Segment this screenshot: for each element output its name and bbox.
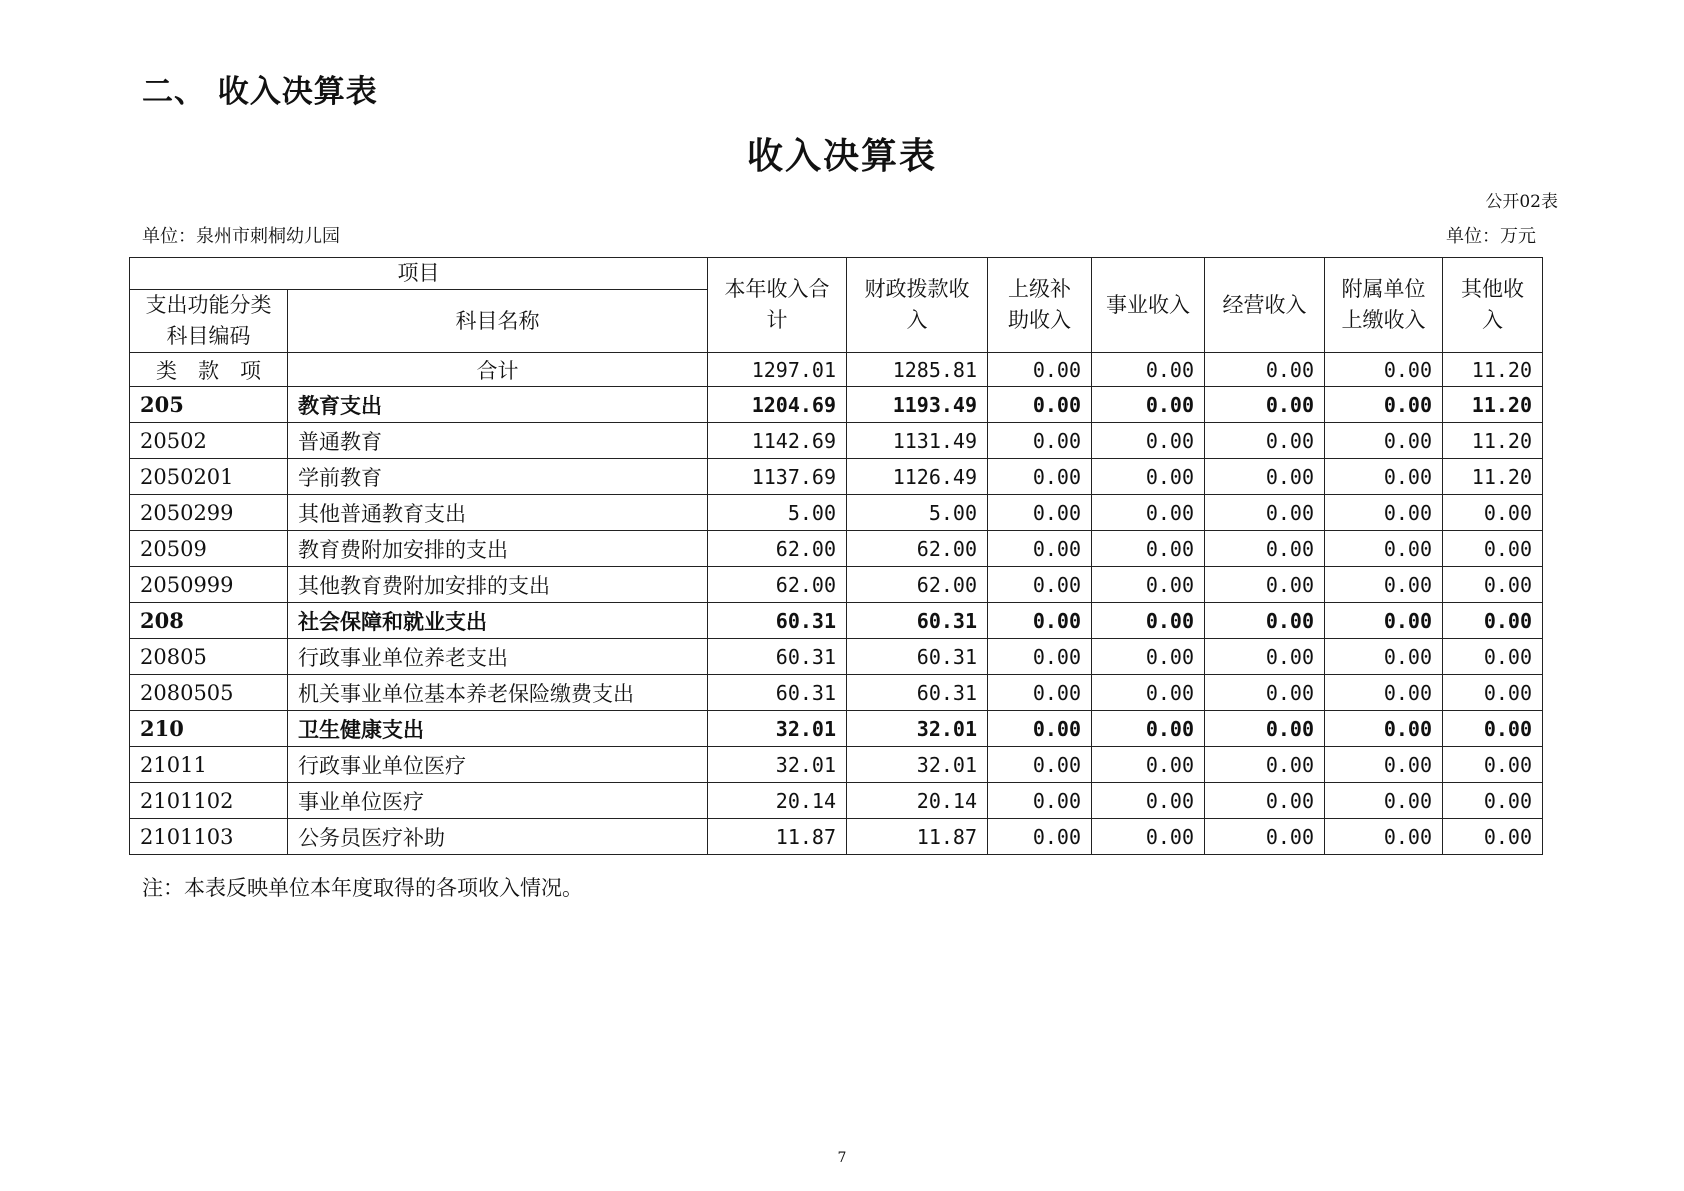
amount-cell: 0.00 — [1325, 531, 1443, 567]
total-value: 11.20 — [1443, 353, 1543, 387]
class-header: 类 款 项 — [130, 353, 288, 387]
amount-cell: 0.00 — [988, 747, 1092, 783]
subject-name: 行政事业单位医疗 — [288, 747, 708, 783]
column-header: 上级补助收入 — [988, 258, 1092, 353]
amount-cell: 0.00 — [1205, 495, 1325, 531]
section-heading: 二、 收入决算表 — [142, 74, 378, 110]
amount-cell: 11.20 — [1443, 459, 1543, 495]
name-header: 科目名称 — [288, 290, 708, 353]
amount-cell: 0.00 — [1205, 567, 1325, 603]
column-header: 其他收入 — [1443, 258, 1543, 353]
table-row — [130, 567, 1543, 603]
amount-cell: 0.00 — [988, 639, 1092, 675]
amount-cell: 0.00 — [988, 567, 1092, 603]
table-row — [130, 387, 1543, 423]
table-row — [130, 639, 1543, 675]
total-value: 0.00 — [1092, 353, 1205, 387]
amount-cell: 0.00 — [1443, 495, 1543, 531]
amount-cell: 0.00 — [1205, 387, 1325, 423]
subject-code: 2101103 — [130, 819, 288, 855]
amount-cell: 0.00 — [1443, 819, 1543, 855]
amount-cell: 0.00 — [1092, 675, 1205, 711]
amount-cell: 0.00 — [1325, 459, 1443, 495]
amount-cell: 0.00 — [1092, 567, 1205, 603]
subject-name: 学前教育 — [288, 459, 708, 495]
amount-cell: 0.00 — [1325, 387, 1443, 423]
subject-name: 社会保障和就业支出 — [288, 603, 708, 639]
amount-cell: 1193.49 — [847, 387, 988, 423]
table-row — [130, 747, 1543, 783]
subject-name: 行政事业单位养老支出 — [288, 639, 708, 675]
column-header: 本年收入合计 — [708, 258, 847, 353]
amount-cell: 62.00 — [847, 531, 988, 567]
amount-cell: 32.01 — [708, 747, 847, 783]
code-header: 支出功能分类科目编码 — [130, 290, 288, 353]
amount-cell: 0.00 — [1205, 675, 1325, 711]
subject-code: 210 — [130, 711, 288, 747]
reporting-unit: 单位：泉州市刺桐幼儿园 — [142, 226, 340, 247]
amount-cell: 60.31 — [708, 675, 847, 711]
amount-cell: 0.00 — [1092, 639, 1205, 675]
amount-cell: 60.31 — [847, 639, 988, 675]
amount-cell: 1126.49 — [847, 459, 988, 495]
amount-cell: 0.00 — [1443, 531, 1543, 567]
amount-cell: 11.20 — [1443, 423, 1543, 459]
amount-cell: 0.00 — [1092, 711, 1205, 747]
amount-cell: 1142.69 — [708, 423, 847, 459]
amount-cell: 60.31 — [708, 639, 847, 675]
amount-cell: 0.00 — [1092, 423, 1205, 459]
subject-name: 卫生健康支出 — [288, 711, 708, 747]
amount-cell: 11.87 — [847, 819, 988, 855]
table-body — [130, 387, 1543, 855]
subject-code: 2050299 — [130, 495, 288, 531]
subject-name: 机关事业单位基本养老保险缴费支出 — [288, 675, 708, 711]
total-value: 0.00 — [1205, 353, 1325, 387]
amount-cell: 0.00 — [1443, 783, 1543, 819]
amount-cell: 1137.69 — [708, 459, 847, 495]
subject-name: 其他普通教育支出 — [288, 495, 708, 531]
amount-cell: 20.14 — [847, 783, 988, 819]
amount-cell: 0.00 — [1205, 459, 1325, 495]
subject-code: 2101102 — [130, 783, 288, 819]
page-number: 7 — [837, 1150, 847, 1166]
amount-cell: 0.00 — [1443, 603, 1543, 639]
amount-cell: 0.00 — [1325, 639, 1443, 675]
currency-unit: 单位：万元 — [1446, 226, 1536, 247]
amount-cell: 0.00 — [1325, 603, 1443, 639]
subject-code: 2080505 — [130, 675, 288, 711]
table-row — [130, 675, 1543, 711]
amount-cell: 0.00 — [1325, 567, 1443, 603]
amount-cell: 60.31 — [847, 603, 988, 639]
amount-cell: 0.00 — [1205, 711, 1325, 747]
amount-cell: 0.00 — [1325, 747, 1443, 783]
amount-cell: 62.00 — [708, 567, 847, 603]
amount-cell: 11.87 — [708, 819, 847, 855]
amount-cell: 0.00 — [1092, 531, 1205, 567]
amount-cell: 0.00 — [988, 675, 1092, 711]
table-row — [130, 603, 1543, 639]
subject-name: 其他教育费附加安排的支出 — [288, 567, 708, 603]
amount-cell: 0.00 — [1092, 603, 1205, 639]
amount-cell: 60.31 — [847, 675, 988, 711]
table-row — [130, 495, 1543, 531]
income-statement-table — [129, 257, 1543, 855]
amount-cell: 0.00 — [988, 819, 1092, 855]
total-value: 1297.01 — [708, 353, 847, 387]
page-title: 收入决算表 — [746, 136, 937, 177]
column-header: 经营收入 — [1205, 258, 1325, 353]
amount-cell: 62.00 — [708, 531, 847, 567]
amount-cell: 62.00 — [847, 567, 988, 603]
table-code: 公开02表 — [1485, 192, 1558, 212]
amount-cell: 0.00 — [988, 495, 1092, 531]
total-label: 合计 — [288, 353, 708, 387]
table-row — [130, 819, 1543, 855]
amount-cell: 0.00 — [1092, 459, 1205, 495]
total-value: 0.00 — [988, 353, 1092, 387]
amount-cell: 0.00 — [1325, 711, 1443, 747]
total-value: 0.00 — [1325, 353, 1443, 387]
subject-name: 公务员医疗补助 — [288, 819, 708, 855]
subject-name: 教育支出 — [288, 387, 708, 423]
amount-cell: 32.01 — [847, 747, 988, 783]
amount-cell: 0.00 — [1205, 423, 1325, 459]
amount-cell: 0.00 — [1443, 639, 1543, 675]
subject-code: 20805 — [130, 639, 288, 675]
amount-cell: 0.00 — [1443, 711, 1543, 747]
column-header: 财政拨款收入 — [847, 258, 988, 353]
amount-cell: 20.14 — [708, 783, 847, 819]
amount-cell: 60.31 — [708, 603, 847, 639]
subject-name: 教育费附加安排的支出 — [288, 531, 708, 567]
amount-cell: 0.00 — [1205, 603, 1325, 639]
amount-cell: 0.00 — [1325, 819, 1443, 855]
subject-code: 20502 — [130, 423, 288, 459]
amount-cell: 0.00 — [1205, 747, 1325, 783]
subject-name: 普通教育 — [288, 423, 708, 459]
amount-cell: 0.00 — [1325, 495, 1443, 531]
amount-cell: 0.00 — [1325, 675, 1443, 711]
amount-cell: 5.00 — [708, 495, 847, 531]
amount-cell: 0.00 — [988, 423, 1092, 459]
table-row — [130, 531, 1543, 567]
amount-cell: 32.01 — [708, 711, 847, 747]
amount-cell: 0.00 — [1325, 423, 1443, 459]
amount-cell: 1131.49 — [847, 423, 988, 459]
subject-code: 2050999 — [130, 567, 288, 603]
amount-cell: 0.00 — [988, 783, 1092, 819]
amount-cell: 5.00 — [847, 495, 988, 531]
amount-cell: 11.20 — [1443, 387, 1543, 423]
project-header: 项目 — [130, 258, 708, 290]
table-row — [130, 783, 1543, 819]
column-header: 附属单位上缴收入 — [1325, 258, 1443, 353]
amount-cell: 0.00 — [1092, 819, 1205, 855]
subject-code: 205 — [130, 387, 288, 423]
footnote: 注：本表反映单位本年度取得的各项收入情况。 — [142, 876, 583, 900]
total-value: 1285.81 — [847, 353, 988, 387]
amount-cell: 0.00 — [1443, 675, 1543, 711]
amount-cell: 0.00 — [1443, 747, 1543, 783]
amount-cell: 0.00 — [1092, 495, 1205, 531]
amount-cell: 0.00 — [1205, 819, 1325, 855]
subject-code: 20509 — [130, 531, 288, 567]
amount-cell: 0.00 — [1205, 531, 1325, 567]
amount-cell: 0.00 — [1092, 747, 1205, 783]
table-row — [130, 711, 1543, 747]
amount-cell: 0.00 — [988, 711, 1092, 747]
column-header: 事业收入 — [1092, 258, 1205, 353]
amount-cell: 0.00 — [1205, 783, 1325, 819]
amount-cell: 0.00 — [988, 387, 1092, 423]
subject-code: 21011 — [130, 747, 288, 783]
amount-cell: 32.01 — [847, 711, 988, 747]
amount-cell: 0.00 — [988, 603, 1092, 639]
amount-cell: 0.00 — [1443, 567, 1543, 603]
amount-cell: 0.00 — [1092, 783, 1205, 819]
amount-cell: 0.00 — [1205, 639, 1325, 675]
subject-code: 2050201 — [130, 459, 288, 495]
subject-code: 208 — [130, 603, 288, 639]
amount-cell: 0.00 — [1325, 783, 1443, 819]
amount-cell: 0.00 — [1092, 387, 1205, 423]
amount-cell: 0.00 — [988, 459, 1092, 495]
amount-cell: 0.00 — [988, 531, 1092, 567]
subject-name: 事业单位医疗 — [288, 783, 708, 819]
table-row — [130, 459, 1543, 495]
table-row — [130, 423, 1543, 459]
amount-cell: 1204.69 — [708, 387, 847, 423]
